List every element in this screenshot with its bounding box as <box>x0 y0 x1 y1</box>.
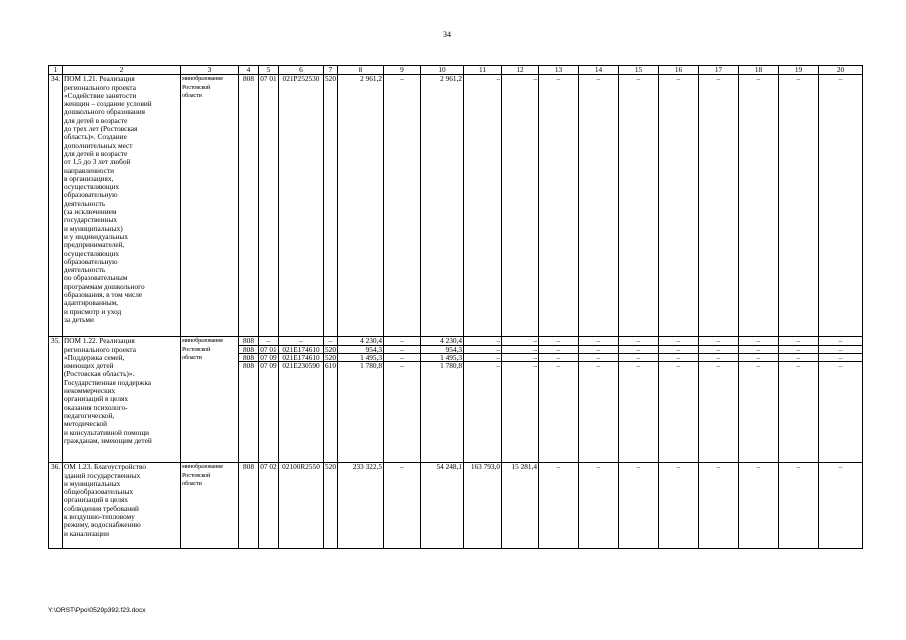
value-line: – <box>596 74 601 84</box>
value-line: 1 495,3 <box>338 354 383 362</box>
value-cell <box>324 337 338 463</box>
value-cell <box>384 463 421 549</box>
executor: минобразование Ростовской области <box>181 75 239 337</box>
value-line: – <box>384 354 420 362</box>
value-line: – <box>579 337 618 345</box>
value-line: – <box>533 361 537 371</box>
value-line: – <box>502 337 538 345</box>
value-line: 233 322,5 <box>352 462 382 472</box>
value-line: – <box>636 74 641 84</box>
value-line: – <box>496 361 500 371</box>
value-line: – <box>539 346 578 354</box>
column-header: 2 <box>63 66 181 75</box>
value-cell <box>384 337 421 463</box>
value-cell <box>464 463 502 549</box>
value-cell <box>464 75 502 337</box>
measure-name: ПОМ 1.22. Реализация регионального проекта «Поддержка семей, имеющих детей (Ростовская область)». Государственная поддержка некоммерческих организаций в целях оказания психолого- педагогической, методической и консультативной помощи гражданам, имеющим детей <box>63 337 181 463</box>
column-header: 8 <box>338 66 384 75</box>
value-cell <box>279 337 324 463</box>
value-line: 520 <box>325 74 336 84</box>
value-line: 520 <box>325 352 336 362</box>
value-line: 07 01 <box>260 74 277 84</box>
value-line: 163 793,0 <box>470 462 500 472</box>
column-header: 20 <box>819 66 863 75</box>
value-line: 1 780,8 <box>360 361 382 371</box>
value-cell <box>539 337 579 463</box>
value-line: – <box>796 74 801 84</box>
value-cell <box>502 75 539 337</box>
value-line: – <box>756 74 761 84</box>
value-line: – <box>384 346 420 354</box>
value-line: – <box>539 354 578 362</box>
value-cell <box>239 337 259 463</box>
column-header: 10 <box>421 66 464 75</box>
value-cell <box>502 463 539 549</box>
value-cell <box>619 463 659 549</box>
value-cell <box>539 463 579 549</box>
value-line: – <box>556 462 561 472</box>
value-line: 4 230,4 <box>338 337 383 345</box>
value-line: 1 495,3 <box>421 354 463 362</box>
value-line: – <box>838 74 843 84</box>
value-line: 808 <box>239 337 258 345</box>
measure-name: ОМ 1.23. Благоустройство зданий государственных и муниципальных общеобразовательных организаций в целях соблюдения требований к воздушно-тепловому режиму, водоснабжению и канализации <box>63 463 181 549</box>
value-line: – <box>502 354 538 362</box>
value-cell <box>239 75 259 337</box>
value-line: – <box>579 346 618 354</box>
table-row <box>49 337 863 463</box>
value-cell <box>699 463 739 549</box>
value-line: 02100R2550 <box>282 462 320 472</box>
value-cell <box>779 75 819 337</box>
value-line: – <box>384 337 420 345</box>
value-line: – <box>556 361 561 371</box>
value-line: – <box>838 361 843 371</box>
value-cell <box>739 337 779 463</box>
executor: минобразование Ростовской области <box>181 463 239 549</box>
value-line: – <box>596 361 601 371</box>
value-line: – <box>324 337 337 345</box>
value-cell <box>259 337 279 463</box>
value-cell <box>659 75 699 337</box>
value-line: – <box>739 354 778 362</box>
value-cell <box>421 463 464 549</box>
value-line: 021E230590 <box>282 361 320 371</box>
value-line: 021P252530 <box>282 74 320 84</box>
value-line: 1 780,8 <box>440 361 462 371</box>
value-cell <box>239 463 259 549</box>
value-line: 610 <box>325 361 336 371</box>
value-cell <box>779 463 819 549</box>
value-line: – <box>496 74 500 84</box>
column-header: 19 <box>779 66 819 75</box>
value-cell <box>259 75 279 337</box>
value-line: 54 248,1 <box>436 462 462 472</box>
value-line: 07 02 <box>260 462 277 472</box>
table-row <box>49 463 863 549</box>
column-header: 17 <box>699 66 739 75</box>
value-line: – <box>464 346 501 354</box>
value-line: – <box>756 361 761 371</box>
value-cell <box>739 75 779 337</box>
row-number: 36. <box>49 463 63 549</box>
value-line: 07 01 <box>260 344 277 354</box>
value-line: – <box>596 462 601 472</box>
value-line: – <box>659 337 698 345</box>
value-cell <box>579 337 619 463</box>
value-line: – <box>539 337 578 345</box>
value-line: – <box>779 346 818 354</box>
value-line: – <box>796 462 801 472</box>
value-line: – <box>556 74 561 84</box>
value-line: – <box>659 354 698 362</box>
value-cell <box>619 337 659 463</box>
value-line: 021E174610 <box>279 354 323 362</box>
value-line: 954,3 <box>338 346 383 354</box>
value-cell <box>259 463 279 549</box>
value-line: – <box>699 354 738 362</box>
column-header: 5 <box>259 66 279 75</box>
value-cell <box>579 75 619 337</box>
value-line: – <box>400 74 404 84</box>
value-cell <box>819 463 863 549</box>
value-line: – <box>796 361 801 371</box>
value-cell <box>279 75 324 337</box>
value-line: 2 961,2 <box>440 74 462 84</box>
value-cell <box>739 463 779 549</box>
row-number: 35. <box>49 337 63 463</box>
value-line: – <box>739 337 778 345</box>
column-header: 13 <box>539 66 579 75</box>
column-header: 3 <box>181 66 239 75</box>
value-line: – <box>819 337 862 345</box>
value-line: 15 281,4 <box>511 462 537 472</box>
value-line: – <box>819 346 862 354</box>
value-line: – <box>579 354 618 362</box>
value-line: – <box>779 354 818 362</box>
value-line: 021E174610 <box>279 346 323 354</box>
value-line: 808 <box>243 361 254 371</box>
value-cell <box>324 75 338 337</box>
value-line: – <box>464 354 501 362</box>
value-cell <box>539 75 579 337</box>
value-cell <box>659 463 699 549</box>
column-header: 16 <box>659 66 699 75</box>
table-row <box>49 75 863 337</box>
column-header: 6 <box>279 66 324 75</box>
value-line: – <box>619 354 658 362</box>
value-cell <box>699 75 739 337</box>
column-header: 1 <box>49 66 63 75</box>
value-line: – <box>619 337 658 345</box>
row-number: 34. <box>49 75 63 337</box>
value-line: – <box>838 462 843 472</box>
value-line: – <box>619 346 658 354</box>
value-cell <box>279 463 324 549</box>
column-header: 18 <box>739 66 779 75</box>
value-line: – <box>659 346 698 354</box>
value-line: – <box>819 354 862 362</box>
value-line: – <box>259 337 278 345</box>
value-cell <box>659 337 699 463</box>
value-cell <box>338 337 384 463</box>
value-cell <box>819 337 863 463</box>
value-line: – <box>756 462 761 472</box>
value-line: – <box>699 337 738 345</box>
value-line: 2 961,2 <box>360 74 382 84</box>
value-cell <box>819 75 863 337</box>
file-path-footer: Y:\ORST\Ppo\0529p392.f23.docx <box>48 607 146 614</box>
value-cell <box>502 337 539 463</box>
value-cell <box>579 463 619 549</box>
value-cell <box>324 463 338 549</box>
value-line: – <box>400 361 404 371</box>
value-line: – <box>716 361 721 371</box>
value-line: – <box>676 462 681 472</box>
value-cell <box>699 337 739 463</box>
value-line: 808 <box>243 462 254 472</box>
value-line: – <box>636 361 641 371</box>
column-header: 12 <box>502 66 539 75</box>
column-header: 4 <box>239 66 259 75</box>
measure-name: ПОМ 1.21. Реализация регионального проекта «Содействие занятости женщин – создание условий дошкольного образования для детей в возрасте до трех лет (Ростовская область)». Создание дополнительных мест для детей в возрасте от 1,5 до 3 лет любой направленности в организациях, осуществляющих образовательную деятельность (за исключением государственных и муниципальных) и у индивидуальных предпринимателей, осуществляющих образовательную деятельность по образовательным программам дошкольного образования, в том числе адаптированным, и присмотр и уход за детьми <box>63 75 181 337</box>
column-header: 9 <box>384 66 421 75</box>
header-row <box>49 66 863 75</box>
column-header: 7 <box>324 66 338 75</box>
value-line: 808 <box>239 346 258 354</box>
value-line: – <box>779 337 818 345</box>
value-cell <box>464 337 502 463</box>
value-cell <box>779 337 819 463</box>
executor: минобразование Ростовской области <box>181 337 239 463</box>
value-line: – <box>636 462 641 472</box>
value-line: 520 <box>325 462 336 472</box>
value-line: 954,3 <box>421 346 463 354</box>
value-line: – <box>716 462 721 472</box>
value-line: 808 <box>243 74 254 84</box>
column-header: 15 <box>619 66 659 75</box>
value-line: 808 <box>239 354 258 362</box>
value-cell <box>421 75 464 337</box>
value-line: – <box>279 337 323 345</box>
value-line: – <box>676 361 681 371</box>
value-cell <box>338 463 384 549</box>
value-cell <box>338 75 384 337</box>
value-line: – <box>699 346 738 354</box>
column-header: 14 <box>579 66 619 75</box>
value-line: 4 230,4 <box>421 337 463 345</box>
value-line: – <box>502 346 538 354</box>
value-cell <box>384 75 421 337</box>
value-cell <box>421 337 464 463</box>
value-line: – <box>533 74 537 84</box>
value-line: – <box>464 337 501 345</box>
budget-table <box>48 65 863 549</box>
value-line: – <box>739 346 778 354</box>
value-line: 07 09 <box>260 352 277 362</box>
value-line: – <box>676 74 681 84</box>
value-line: – <box>716 74 721 84</box>
page-number: 34 <box>443 30 451 39</box>
value-line: 520 <box>325 344 336 354</box>
value-line: 07 09 <box>260 361 277 371</box>
value-cell <box>619 75 659 337</box>
value-line: – <box>400 462 404 472</box>
column-header: 11 <box>464 66 502 75</box>
